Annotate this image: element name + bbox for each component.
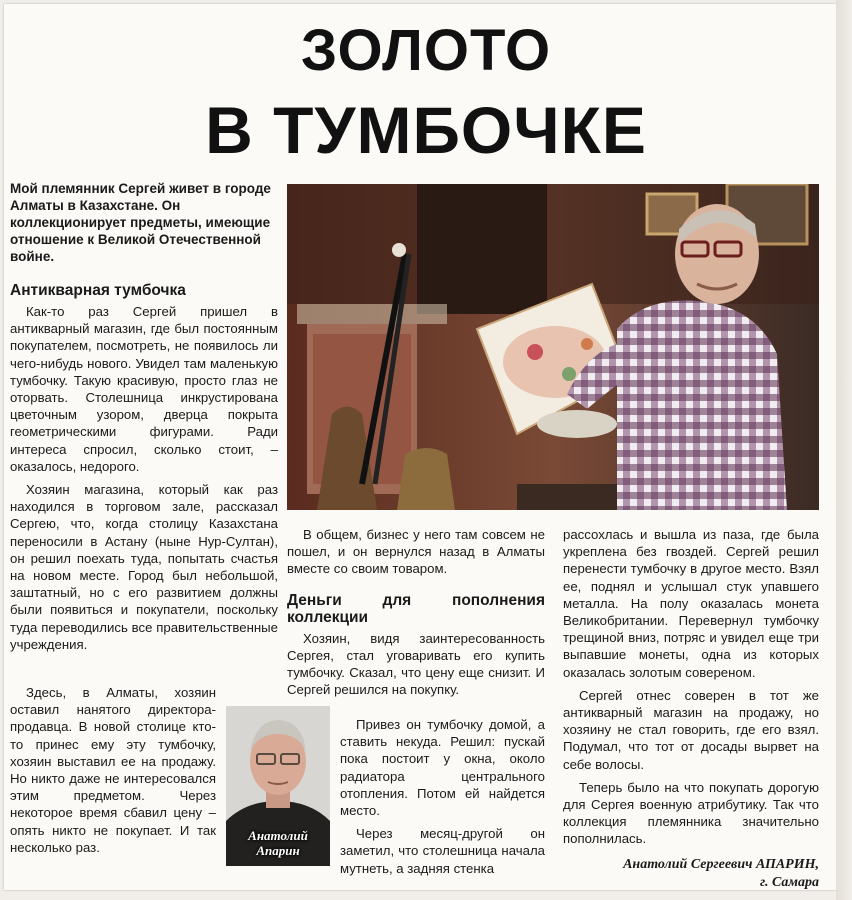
right-column	[563, 526, 819, 892]
middle-column	[287, 526, 545, 698]
author-signature-name: Анатолий Сергеевич АПАРИН,	[623, 856, 819, 872]
paragraph: Как-то раз Сергей пришел в антикварный магазин, где был постоянным покупателем, посмотреть, не появилось ли чего-нибудь нового. Увидел там маленькую тумбочку. Такую красивую, просто глаз не оторвать. Столешница инкрустирована цветочным узором, дверца покрыта геометрическими фигурами. Ради интереса спросил, сколько стоит, – оказалось, недорого.	[10, 304, 278, 474]
left-column	[10, 282, 278, 653]
caption-first-name: Анатолий	[248, 828, 308, 843]
author-portrait	[226, 706, 330, 866]
paragraph: Хозяин магазина, который как раз находился в торговом зале, рассказал Сергею, что, когда столицу Казахстана переносили в Астану (ныне Нур-Султан), он решил поехать туда, попытать счастья на новом месте. Город был небольшой, заштатный, но с его развитием должны были появиться и покупатели, поскольку туда переводились все правительственные учреждения.	[10, 482, 278, 652]
portrait-caption	[226, 828, 330, 858]
section-heading: Антикварная тумбочка	[10, 282, 186, 299]
middle-column-bottom	[340, 716, 545, 877]
antique-shop-photo	[287, 184, 819, 510]
paragraph: Здесь, в Алматы, хозяин оставил нанятого директора-продавца. В новой столице кто-то принес ему эту тумбочку, хозяин выставил ее на продажу. Но никто даже не интересовался этим предметом. Через некоторое время сбавил цену – опять никто не покупает. И так несколько раз.	[10, 685, 216, 855]
antique-shop-image	[287, 184, 819, 510]
paragraph: рассохлась и вышла из паза, где была укреплена без гвоздей. Сергей решил перенести тумбочку в другое место. Взял ее, поднял и услышал стук упавшего металла. На полу оказалась монета Великобритании. Перевернул тумбочку трещиной вниз, потряс и увидел еще три выпавшие монеты, одна из которых оказалась золотым совереном.	[563, 527, 819, 680]
left-column-bottom	[10, 684, 216, 856]
lead-paragraph: Мой племянник Сергей живет в городе Алматы в Казахстане. Он коллекционирует предметы, имеющие отношение к Великой Отечественной войне.	[10, 181, 271, 264]
caption-last-name: Апарин	[256, 843, 300, 858]
paragraph: Через месяц-другой он заметил, что столешница начала мутнеть, а задняя стенка	[340, 826, 545, 876]
headline-line-1: ЗОЛОТО	[300, 18, 552, 83]
paragraph: В общем, бизнес у него там совсем не пошел, и он вернулся назад в Алматы вместе со своим товаром.	[287, 527, 545, 577]
paragraph: Хозяин, видя заинтересованность Сергея, стал уговаривать его купить тумбочку. Сказал, что цену еще снизит. И Сергей решился на покупку.	[287, 630, 545, 698]
paragraph: Привез он тумбочку домой, а ставить некуда. Решил: пускай пока постоит у окна, около радиатора центрального отопления. Потом ей найдется место.	[340, 717, 545, 819]
headline-line-2: В ТУМБОЧКЕ	[205, 93, 647, 167]
author-signature-city: г. Самара	[759, 874, 819, 890]
section-heading: Деньги для пополнения коллекции	[287, 591, 545, 626]
paragraph: Сергей отнес соверен в тот же антикварный магазин на продажу, но хозяину не стал говорить, где его взял. Подумал, что тот от досады вырвет на себе волосы.	[563, 687, 819, 772]
paragraph: Теперь было на что покупать дорогую для Сергея военную атрибутику. Так что коллекция племянника значительно пополнилась.	[563, 779, 819, 847]
